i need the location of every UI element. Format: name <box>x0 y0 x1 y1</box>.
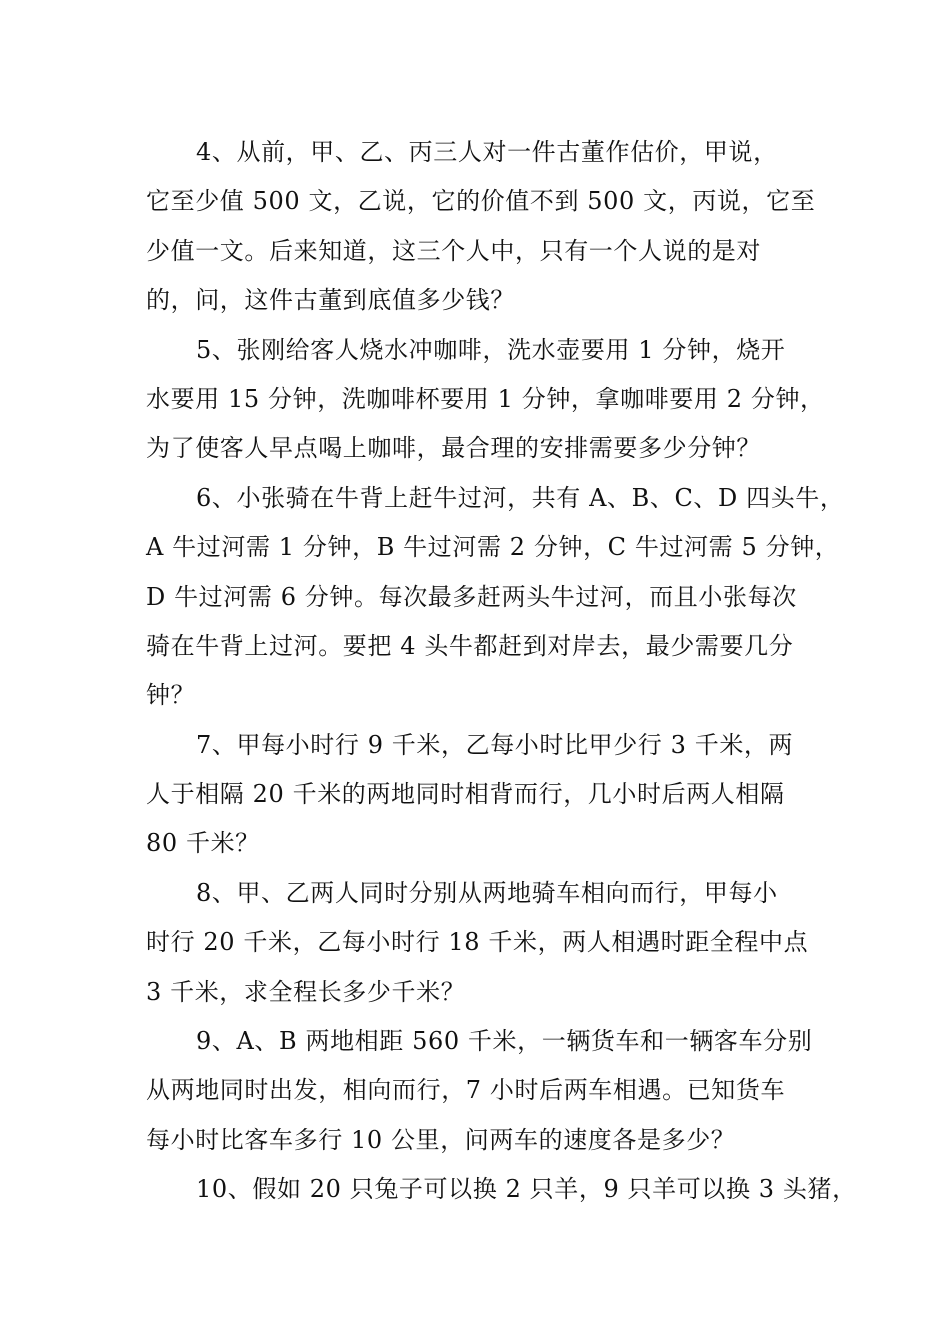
problem-7-line-1: 7、甲每小时行 9 千米，乙每小时比甲少行 3 千米，两 <box>196 730 794 759</box>
problem-5-line-3: 为了使客人早点喝上咖啡，最合理的安排需要多少分钟？ <box>146 434 761 463</box>
problem-10-line-1: 10、假如 20 只兔子可以换 2 只羊，9 只羊可以换 3 头猪， <box>196 1175 857 1204</box>
problem-6-line-4: 骑在牛背上过河。要把 4 头牛都赶到对岸去，最少需要几分 <box>146 631 794 660</box>
problem-list <box>146 128 857 1215</box>
problem-8-line-3: 3 千米，求全程长多少千米？ <box>146 977 466 1006</box>
problem-8-line-1: 8、甲、乙两人同时分别从两地骑车相向而行，甲每小 <box>196 878 778 907</box>
problem-5-line-2: 水要用 15 分钟，洗咖啡杯要用 1 分钟，拿咖啡要用 2 分钟， <box>146 384 825 413</box>
problem-7-line-2: 人于相隔 20 千米的两地同时相背而行，几小时后两人相隔 <box>146 780 785 809</box>
problem-5-line-1: 5、张刚给客人烧水冲咖啡，洗水壶要用 1 分钟，烧开 <box>196 335 786 364</box>
problem-4-line-4: 的，问，这件古董到底值多少钱？ <box>146 286 515 315</box>
problem-6-line-3: D 牛过河需 6 分钟。每次最多赶两头牛过河，而且小张每次 <box>146 582 797 611</box>
problem-6-line-1: 6、小张骑在牛背上赶牛过河，共有 A、B、C、D 四头牛， <box>196 483 845 512</box>
problem-7-line-3: 80 千米？ <box>146 829 260 858</box>
problem-8-line-2: 时行 20 千米，乙每小时行 18 千米，两人相遇时距全程中点 <box>146 928 809 957</box>
problem-9-line-2: 从两地同时出发，相向而行，7 小时后两车相遇。已知货车 <box>146 1076 786 1105</box>
problem-6-line-5: 钟？ <box>146 681 196 710</box>
problem-9-line-1: 9、A、B 两地相距 560 千米，一辆货车和一辆客车分别 <box>196 1027 813 1056</box>
problem-4-line-2: 它至少值 500 文，乙说，它的价值不到 500 文，丙说，它至 <box>146 187 816 216</box>
problem-9-line-3: 每小时比客车多行 10 公里，问两车的速度各是多少？ <box>146 1125 736 1154</box>
problem-4-line-3: 少值一文。后来知道，这三个人中，只有一个人说的是对 <box>146 236 761 265</box>
problem-6-line-2: A 牛过河需 1 分钟，B 牛过河需 2 分钟，C 牛过河需 5 分钟， <box>146 533 840 562</box>
problem-4-line-1: 4、从前，甲、乙、丙三人对一件古董作估价，甲说， <box>196 138 778 166</box>
